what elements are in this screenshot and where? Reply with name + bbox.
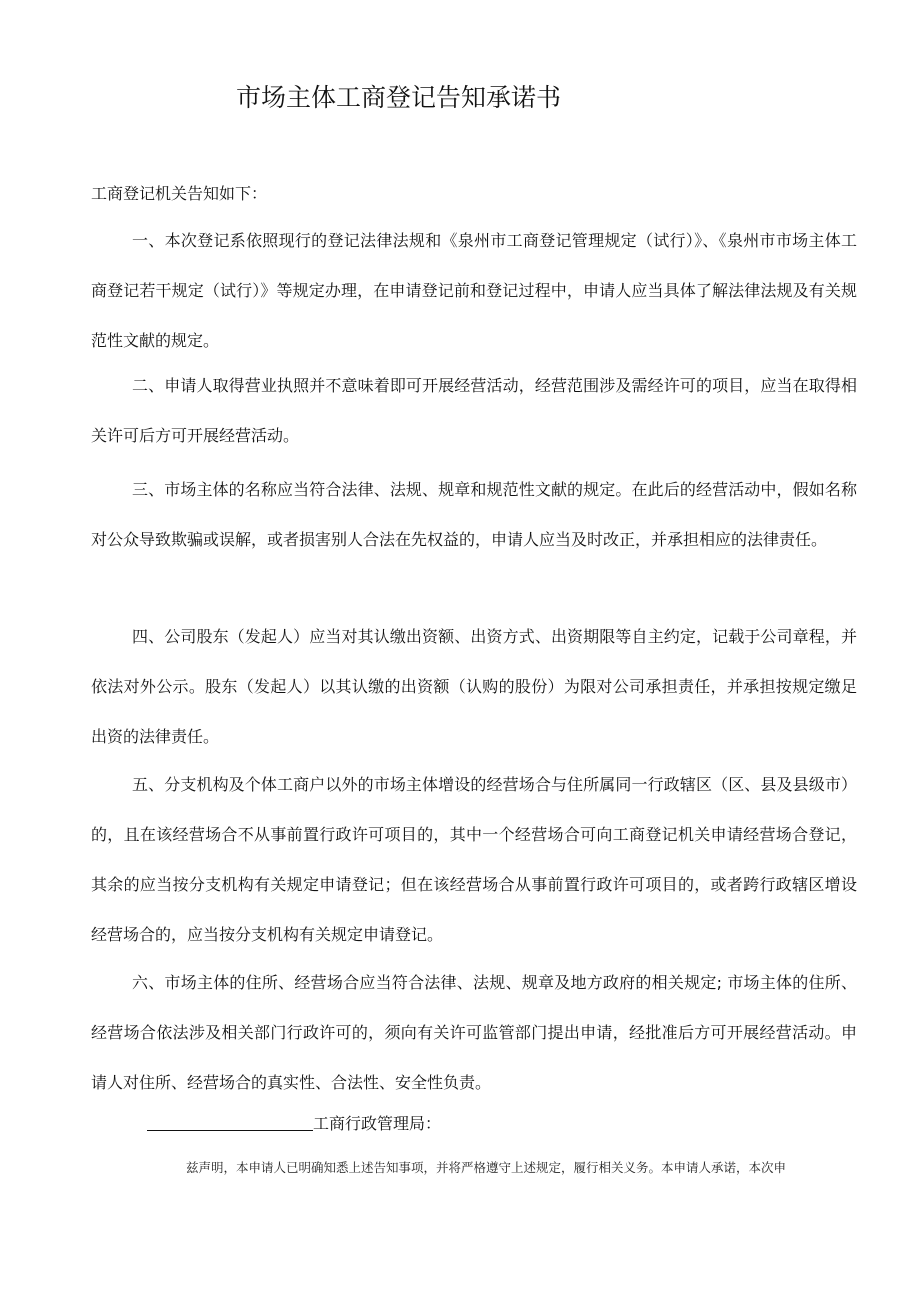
bureau-label: 工商行政管理局： — [313, 1114, 442, 1133]
clause-1: 一、本次登记系依照现行的登记法律法规和《泉州市工商登记管理规定（试行）》、《泉州市市场主体工商登记若干规定（试行）》等规定办理，在申请登记前和登记过程中，申请人应当具体了解法律法规及有关规范性文献的规定。 — [91, 231, 857, 350]
bureau-name-blank — [147, 1129, 313, 1131]
clause-3: 三、市场主体的名称应当符合法律、法规、规章和规范性文献的规定。在此后的经营活动中，假如名称对公众导致欺骗或误解，或者损害别人合法在先权益的，申请人应当及时改正，并承担相应的法律责任。 — [91, 480, 857, 549]
clause-6: 六、市场主体的住所、经营场合应当符合法律、法规、规章及地方政府的相关规定; 市场主体的住所、经营场合依法涉及相关部门行政许可的，须向有关许可监管部门提出申请，经批准后方可开展经营活动。申请人对住所、经营场合的真实性、合法性、安全性负责。 — [91, 973, 857, 1092]
clause-5: 五、分支机构及个体工商户以外的市场主体增设的经营场合与住所属同一行政辖区（区、县及县级市）的，且在该经营场合不从事前置行政许可项目的，其中一个经营场合可向工商登记机关申请经营场合登记，其余的应当按分支机构有关规定申请登记；但在该经营场合从事前置行政许可项目的，或者跨行政辖区增设经营场合的，应当按分支机构有关规定申请登记。 — [91, 775, 857, 944]
bureau-line — [147, 1111, 441, 1134]
document-title: 市场主体工商登记告知承诺书 — [236, 83, 562, 112]
intro-text: 工商登记机关告知如下： — [91, 184, 268, 203]
clause-2: 二、申请人取得营业执照并不意味着即可开展经营活动，经营范围涉及需经许可的项目，应当在取得相关许可后方可开展经营活动。 — [91, 376, 857, 445]
clause-4: 四、公司股东（发起人）应当对其认缴出资额、出资方式、出资期限等自主约定，记载于公司章程，并依法对外公示。股东（发起人）以其认缴的出资额（认购的股份）为限对公司承担责任，并承担按规定缴足出资的法律责任。 — [91, 627, 857, 746]
declaration-text: 兹声明，本申请人已明确知悉上述告知事项，并将严格遵守上述规定，履行相关义务。本申请人承诺，本次申 — [186, 1160, 787, 1175]
